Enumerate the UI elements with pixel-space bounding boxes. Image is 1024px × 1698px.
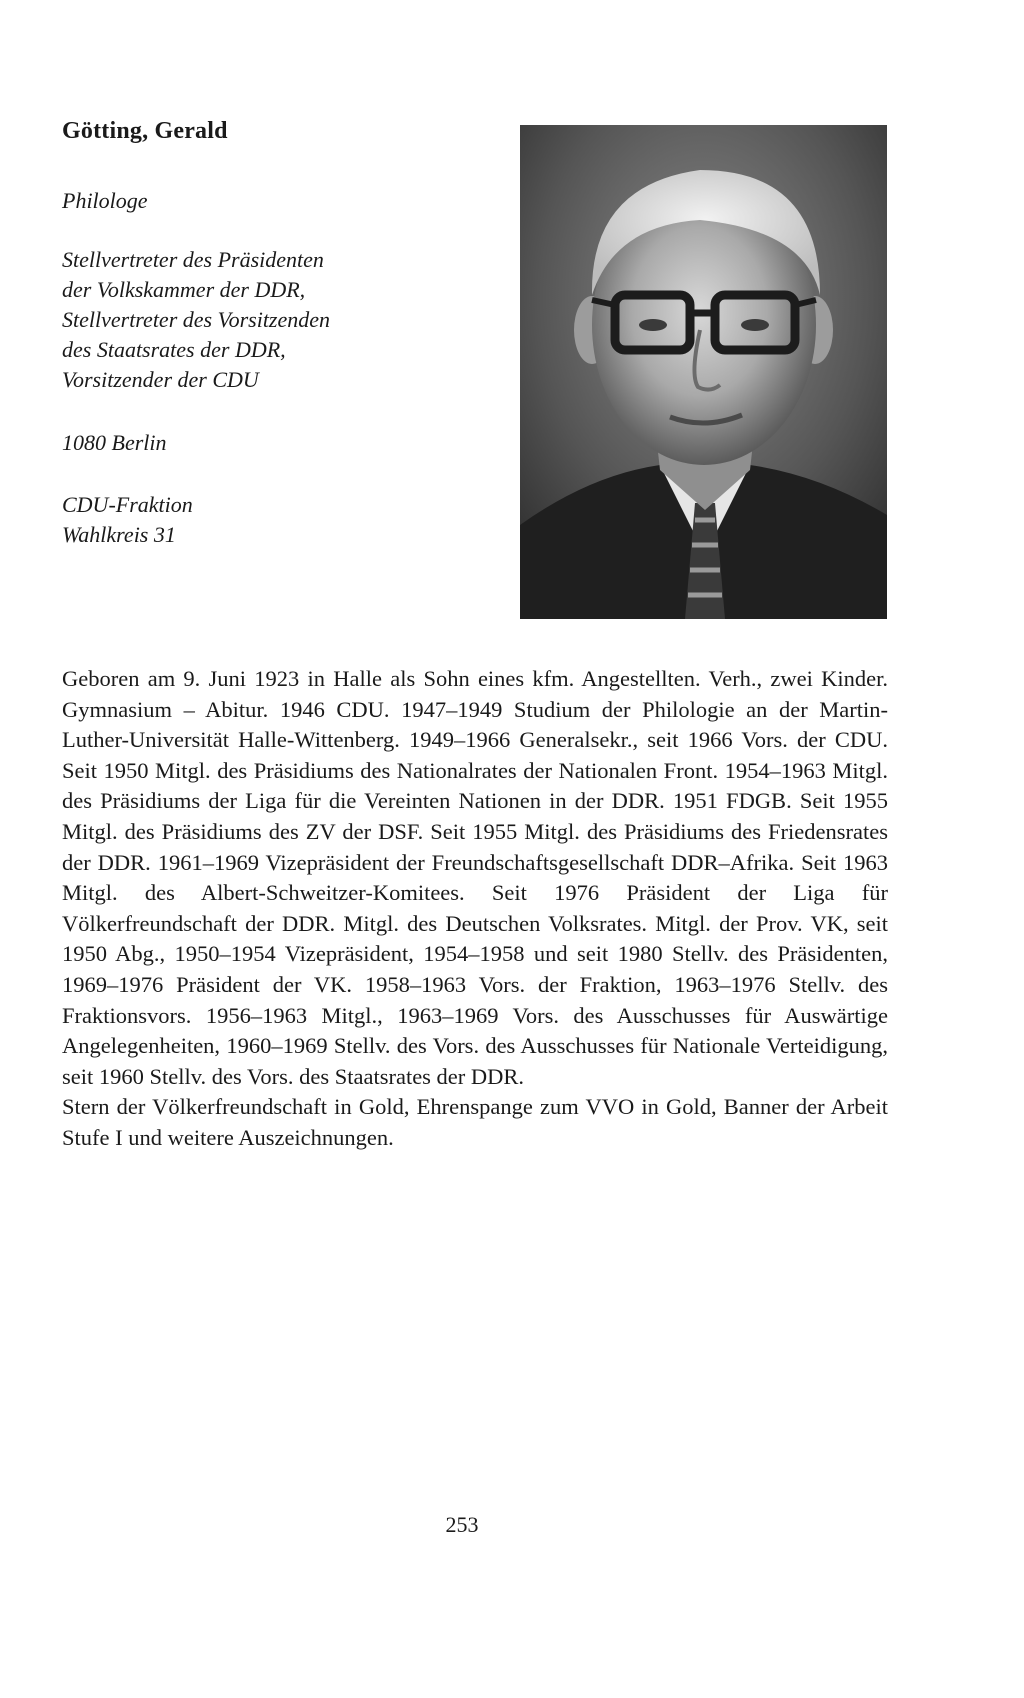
office-line: Stellvertreter des Präsidenten xyxy=(62,247,324,272)
entry-faction xyxy=(62,490,482,550)
biography xyxy=(62,664,888,1154)
faction-line: CDU-Fraktion xyxy=(62,492,193,517)
awards-text: Stern der Völkerfreundschaft in Gold, Ehrenspange zum VVO in Gold, Banner der Arbeit Stufe I und weitere Auszeichnungen. xyxy=(62,1094,888,1150)
entry-profession xyxy=(62,186,482,216)
office-line: der Volkskammer der DDR, xyxy=(62,277,306,302)
office-line: des Staatsrates der DDR, xyxy=(62,337,286,362)
office-line: Vorsitzender der CDU xyxy=(62,367,259,392)
office-line: Stellvertreter des Vorsitzenden xyxy=(62,307,331,332)
entry-city xyxy=(62,428,482,458)
entry-name: Götting, Gerald xyxy=(62,118,228,144)
city-text: 1080 Berlin xyxy=(62,430,167,455)
page-number: 253 xyxy=(445,1512,479,1537)
biography-text: Geboren am 9. Juni 1923 in Halle als Sohn eines kfm. Angestellten. Verh., zwei Kinder. Gymnasium – Abitur. 1946 CDU. 1947–1949 Studium der Philologie an der Martin-Luther-Universität Halle-Wittenberg. 1949–1966 Generalsekr., seit 1966 Vors. der CDU. Seit 1950 Mitgl. des Präsidiums des Nationalrates der Nationalen Front. 1954–1963 Mitgl. des Präsidiums der Liga für die Vereinten Nationen in der DDR. 1951 FDGB. Seit 1955 Mitgl. des Präsidiums des ZV der DSF. Seit 1955 Mitgl. des Präsidiums des Friedensrates der DDR. 1961–1969 Vizepräsident der Freundschaftsgesellschaft DDR–Afrika. Seit 1963 Mitgl. des Albert-Schweitzer-Komitees. Seit 1976 Präsident der Liga für Völkerfreundschaft der DDR. Mitgl. des Deutschen Volksrates. Mitgl. der Prov. VK, seit 1950 Abg., 1950–1954 Vizepräsident, 1954–1958 und seit 1980 Stellv. des Präsidenten, 1969–1976 Präsident der VK. 1958–1963 Vors. der Fraktion, 1963–1976 Stellv. des Fraktionsvors. 1956–1963 Mitgl., 1963–1969 Vors. des Ausschusses für Auswärtige Angelegenheiten, 1960–1969 Stellv. des Vors. des Ausschusses für Nationale Verteidigung, seit 1960 Stellv. des Vors. des Staatsrates der DDR. xyxy=(62,666,888,1089)
entry-offices xyxy=(62,245,482,395)
profession-text: Philologe xyxy=(62,188,148,213)
constituency-line: Wahlkreis 31 xyxy=(62,522,176,547)
portrait-photo-icon xyxy=(520,125,887,619)
